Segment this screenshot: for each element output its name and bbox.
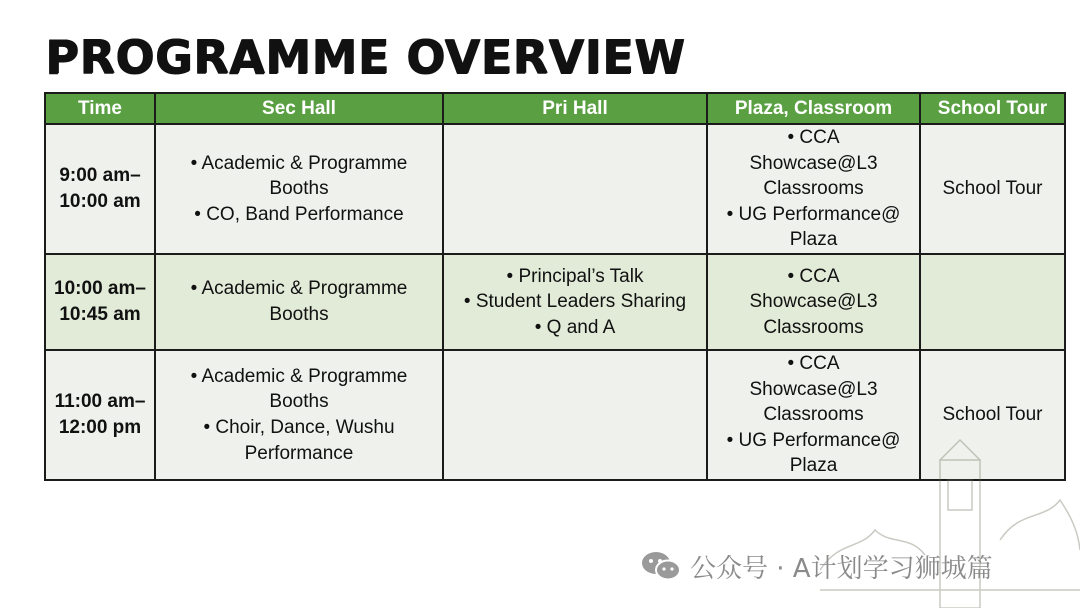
- time-end: 10:00 am: [59, 190, 141, 212]
- cell-line: Classrooms: [763, 404, 864, 426]
- header-plaza-classroom: Plaza, Classroom: [707, 93, 920, 124]
- cell-line: Performance: [244, 442, 354, 464]
- cell-line: • Academic & Programme: [190, 278, 408, 300]
- header-sec-hall: Sec Hall: [155, 93, 443, 124]
- cell-line: • Q and A: [534, 316, 616, 338]
- time-cell: [45, 254, 155, 350]
- cell-line: Booths: [269, 391, 329, 413]
- cell-line: Booths: [269, 178, 329, 200]
- school-tour-cell: [920, 254, 1065, 350]
- cell-line: School Tour: [942, 404, 1043, 426]
- pri-hall-cell: [443, 254, 707, 350]
- cell-line: • UG Performance@: [726, 203, 901, 225]
- plaza-cell: [707, 124, 920, 254]
- cell-line: Showcase@L3: [749, 291, 878, 313]
- cell-line: • Choir, Dance, Wushu: [203, 416, 395, 438]
- cell-line: Classrooms: [763, 178, 864, 200]
- cell-line: Plaza: [789, 229, 838, 251]
- time-start: 10:00 am–: [54, 278, 146, 300]
- time-cell: [45, 124, 155, 254]
- page-title: PROGRAMME OVERVIEW: [45, 30, 686, 84]
- cell-line: Booths: [269, 303, 329, 325]
- table-header-row: [45, 93, 1065, 124]
- time-start: 9:00 am–: [59, 165, 141, 187]
- cell-line: • Academic & Programme: [190, 152, 408, 174]
- cell-line: Showcase@L3: [749, 152, 878, 174]
- wechat-icon: [640, 550, 682, 582]
- time-cell: [45, 350, 155, 480]
- table-row: [45, 124, 1065, 254]
- cell-line: • Principal’s Talk: [506, 265, 644, 287]
- cell-line: • CCA: [787, 127, 840, 148]
- cell-line: School Tour: [942, 178, 1043, 200]
- table-row: [45, 254, 1065, 350]
- sec-hall-cell: [155, 254, 443, 350]
- time-start: 11:00 am–: [54, 391, 146, 413]
- school-tour-cell: [920, 124, 1065, 254]
- cell-line: Classrooms: [763, 316, 864, 338]
- cell-line: • CCA: [787, 265, 840, 287]
- time-end: 12:00 pm: [58, 416, 142, 438]
- cell-line: • Student Leaders Sharing: [463, 291, 687, 313]
- plaza-cell: [707, 254, 920, 350]
- time-end: 10:45 am: [59, 303, 141, 325]
- watermark-text: 公众号 · A计划学习狮城篇: [690, 553, 993, 584]
- watermark: [640, 548, 993, 584]
- pri-hall-cell: [443, 350, 707, 480]
- header-pri-hall: Pri Hall: [443, 93, 707, 124]
- cell-line: • CO, Band Performance: [194, 203, 404, 225]
- cell-line: Showcase@L3: [749, 378, 878, 400]
- cell-line: • CCA: [787, 352, 840, 374]
- sec-hall-cell: [155, 350, 443, 480]
- cell-line: • UG Performance@: [726, 429, 901, 451]
- cell-line: Plaza: [789, 455, 838, 477]
- cell-line: • Academic & Programme: [190, 365, 408, 387]
- header-time: Time: [45, 93, 155, 124]
- header-school-tour: School Tour: [920, 93, 1065, 124]
- sec-hall-cell: [155, 124, 443, 254]
- pri-hall-cell: [443, 124, 707, 254]
